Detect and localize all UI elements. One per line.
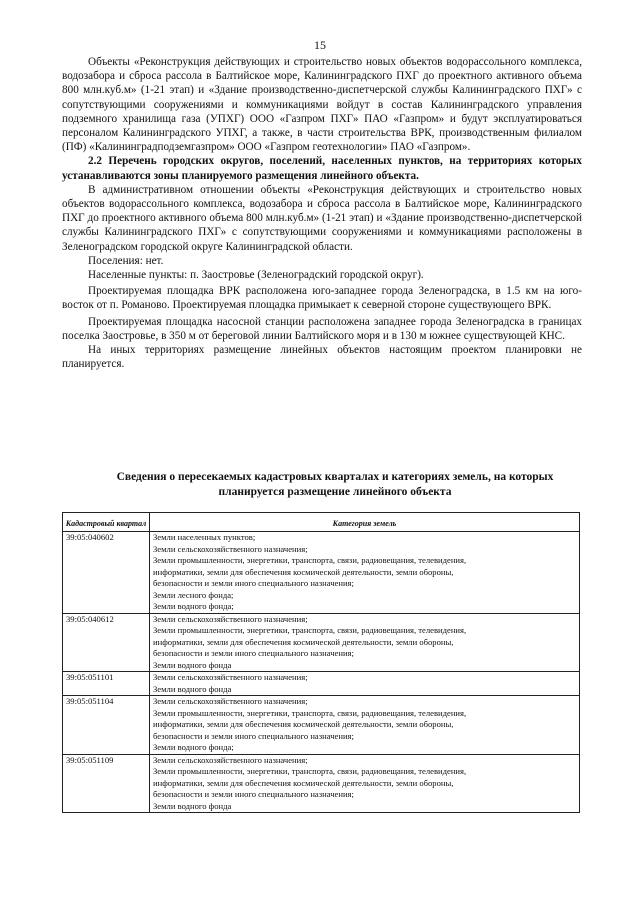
cadastral-quarter-cell: 39:05:051109 (63, 754, 150, 813)
header-quarter: Кадастровый квартал (63, 513, 150, 532)
paragraph-settlements: Поселения: нет. (88, 254, 164, 267)
land-category-line: безопасности и земли иного специального назначения; (153, 730, 354, 741)
paragraph-pump-station-site: Проектируемая площадка насосной станции расположена западнее города Зеленоградска в границах поселка Заостровье, в 350 м от береговой линии Балтийского моря и в 130 м южнее существующей КНС. (62, 315, 582, 342)
land-category-line: Земли промышленности, энергетики, транспорта, связи, радиовещания, телевидения, (153, 707, 467, 718)
table-row (63, 672, 580, 696)
cadastral-quarter-cell: 39:05:051104 (63, 696, 150, 755)
land-category-line: Земли водного фонда (153, 800, 232, 811)
header-category: Категория земель (150, 513, 580, 532)
table-row (63, 613, 580, 672)
land-category-cell (150, 696, 580, 755)
land-category-line: Земли водного фонда; (153, 742, 234, 752)
cadastral-quarter-cell: 39:05:040612 (63, 613, 150, 672)
table-body (63, 532, 580, 813)
paragraph-localities: Населенные пункты: п. Заостровье (Зеленоградский городской округ). (88, 269, 424, 282)
table-row (63, 532, 580, 614)
land-category-line: Земли сельскохозяйственного назначения; (153, 613, 308, 624)
land-category-line: Земли водного фонда; (153, 601, 234, 611)
land-category-line: Земли сельскохозяйственного назначения; (153, 696, 308, 706)
land-category-line: безопасности и земли иного специального назначения; (153, 789, 354, 799)
land-category-line: информатики, земли для обеспечения космической деятельности, земли обороны, (153, 636, 454, 647)
land-category-line: информатики, земли для обеспечения космической деятельности, земли обороны, (153, 719, 454, 729)
section-heading-2-2: 2.2 Перечень городских округов, поселений, населенных пунктов, на территориях которых устанавливаются зоны планируемого размещения линейного объекта. (62, 155, 582, 182)
land-category-cell (150, 754, 580, 813)
cadastral-quarter-cell: 39:05:051101 (63, 672, 150, 696)
table-header-row (63, 513, 580, 532)
land-category-line: Земли сельскохозяйственного назначения; (153, 754, 308, 765)
paragraph-objects: Объекты «Реконструкция действующих и строительство новых объектов водорассольного комплекса, водозабора и сброса рассола в Балтийское море, Калининградского ПХГ до проектного активного объема 800 млн.куб.м» (1-21 этап) и «Здание производственно-диспетчерской службы Калининградского ПХГ» с сопутствующими сооружениями и коммуникациями войдут в состав Калининградского управления подземного хранилища газа (УПХГ) ООО «Газпром ПХГ» ПАО «Газпром» и будут эксплуатироваться персоналом Калининградского УПХГ, а также, в части строительства ВРК, производственным филиалом (ПФ) «Калининградподземгазпром» ООО «Газпром геотехнологии» ПАО «Газпром». (62, 56, 582, 154)
land-category-line: Земли населенных пунктов; (153, 532, 256, 542)
cadastral-quarter-cell: 39:05:040602 (63, 532, 150, 614)
document-body (62, 55, 582, 371)
table-row (63, 696, 580, 755)
land-category-line: Земли сельскохозяйственного назначения; (153, 543, 308, 554)
land-category-line: безопасности и земли иного специального назначения; (153, 648, 354, 658)
cadastral-table (62, 512, 580, 813)
land-category-line: Земли лесного фонда; (153, 589, 234, 600)
land-category-cell (150, 613, 580, 672)
land-category-line: безопасности и земли иного специального назначения; (153, 578, 354, 588)
paragraph-other-territories: На иных территориях размещение линейных объектов настоящим проектом планировки не планируется. (62, 344, 582, 371)
table-title: Сведения о пересекаемых кадастровых кварталах и категориях земель, на которых планируется размещение линейного объекта (116, 471, 554, 498)
land-category-line: Земли сельскохозяйственного назначения; (153, 672, 308, 682)
land-category-line: Земли промышленности, энергетики, транспорта, связи, радиовещания, телевидения, (153, 625, 467, 635)
land-category-line: Земли промышленности, энергетики, транспорта, связи, радиовещания, телевидения, (153, 555, 467, 565)
land-category-line: Земли промышленности, энергетики, транспорта, связи, радиовещания, телевидения, (153, 766, 467, 776)
land-category-cell (150, 532, 580, 614)
paragraph-administrative: В административном отношении объекты «Реконструкция действующих и строительство новых объектов водорассольного комплекса, водозабора и сброса рассола в Балтийское море, Калининградского ПХГ до проектного активного объема 800 млн.куб.м» (1-21 этап) и «Здание производственно-диспетчерской службы Калининградского ПХГ» с сопутствующими сооружениями и коммуникациями расположены в Зеленоградском городской округе Калининградской области. (62, 183, 582, 253)
table-row (63, 754, 580, 813)
page-number: 15 (314, 38, 326, 52)
paragraph-vrk-site: Проектируемая площадка ВРК расположена юго-западнее города Зеленоградска, в 1.5 км на юго-восток от п. Романово. Проектируемая площадка примыкает к северной стороне существующего ВРК. (62, 285, 582, 312)
land-category-line: Земли водного фонда (153, 659, 232, 670)
land-category-line: Земли водного фонда (153, 683, 232, 694)
land-category-line: информатики, земли для обеспечения космической деятельности, земли обороны, (153, 777, 454, 788)
land-category-line: информатики, земли для обеспечения космической деятельности, земли обороны, (153, 566, 454, 577)
land-category-cell (150, 672, 580, 696)
